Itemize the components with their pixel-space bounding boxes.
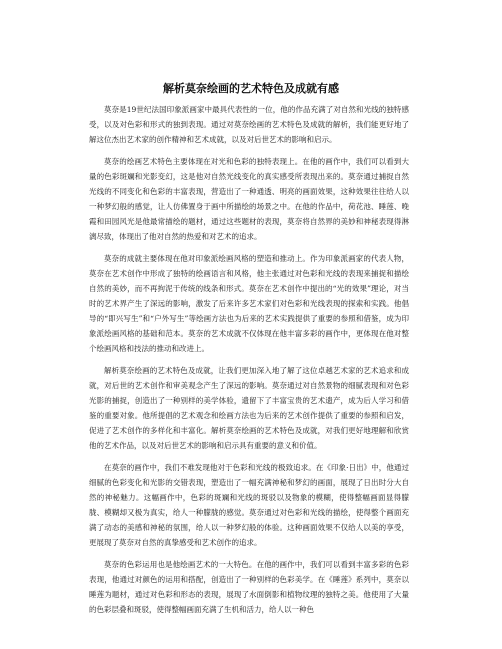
paragraph-analysis: 解析莫奈绘画的艺术特色及成就，让我们更加深入地了解了这位卓越艺术家的艺术追求和成就，对后世的艺术创作和审美观念产生了深远的影响。莫奈通过对自然景物的细腻表现和对色彩光影的捕捉，创造出了一种别样的美学体验，遗留下了丰富宝贵的艺术遗产，成为后人学习和借鉴的重要对象。他所提倡的艺术观念和绘画方法也为后来的艺术创作提供了重要的参照和启发，促进了艺术创作的多样化和丰富化。解析莫奈绘画的艺术特色及成就，对我们更好地理解和欣赏他的艺术作品，以及对后世艺术的影响和启示具有重要的意义和价值。 [89, 366, 409, 450]
paragraph-color-usage: 莫奈的色彩运用也是他绘画艺术的一大特色。在他的画作中，我们可以看到丰富多彩的色彩表现，他通过对颜色的运用和搭配，创造出了一种别样的色彩美学。在《睡莲》系列中，莫奈以睡莲为题材，通过对色彩和形态的表现，展现了水面倒影和植物纹理的独特之美。他使用了大量的色彩层叠和斑驳，使得整幅画面充满了生机和活力，给人以一种色 [89, 560, 409, 614]
paragraph-light-color: 莫奈的绘画艺术特色主要体现在对光和色彩的独特表现上。在他的画作中，我们可以看到大量的色彩斑斓和光影变幻，这是他对自然光线变化的真实感受所表现出来的。莫奈通过捕捉自然光线的不同变化和色彩的丰富表现，营造出了一种通透、明亮的画面效果，这种效果往往给人以一种梦幻般的感觉，让人仿佛置身于画中所描绘的场景之中。在他的作品中，荷花池、睡莲、晚霞和田园风光是他最常描绘的题材，通过这些题材的表现，莫奈将自然界的美妙和神秘表现得淋漓尽致，体现出了他对自然的热爱和对艺术的追求。 [89, 157, 409, 241]
paragraph-impression-sunrise: 在莫奈的画作中，我们不难发现他对于色彩和光线的极致追求。在《印象·日出》中，他通过细腻的色彩变化和光影的交错表现，塑造出了一幅充满神秘和梦幻的画面，展现了日出时分大自然的神秘魅力。这幅画作中，色彩的斑斓和光线的斑驳以及物象的模糊，使得整幅画面显得朦胧、模糊却又极为真实，给人一种朦胧的感觉。莫奈通过对色彩和光线的描绘，使得整个画面充满了动态的美感和神秘的氛围，给人以一种梦幻般的体验。这种画面效果不仅给人以美的享受，更展现了莫奈对自然的真挚感受和艺术创作的追求。 [89, 463, 409, 547]
document-title: 解析莫奈绘画的艺术特色及成就有感 [163, 82, 339, 95]
paragraph-achievement: 莫奈的成就主要体现在他对印象派绘画风格的塑造和推动上。作为印象派画家的代表人物，莫奈在艺术创作中形成了独特的绘画语言和风格，他主张通过对色彩和光线的表现来捕捉和描绘自然的美妙，而不再拘泥于传统的线条和形式。莫奈在艺术创作中提出的“光的效果”理论，对当时的艺术界产生了深远的影响，激发了后来许多艺术家们对色彩和光线表现的探索和实践。他倡导的“即兴写生”和“户外写生”等绘画方法也为后来的艺术实践提供了重要的参照和借鉴，成为印象派绘画风格的基础和范本。莫奈的艺术成就不仅体现在他丰富多彩的画作中，更体现在他对整个绘画风格和技法的推动和改进上。 [89, 254, 409, 353]
document-body [89, 102, 409, 624]
paragraph-intro: 莫奈是19世纪法国印象派画家中最具代表性的一位，他的作品充满了对自然和光线的独特感受，以及对色彩和形式的独到表现。通过对莫奈绘画的艺术特色及成就的解析，我们能更好地了解这位杰出艺术家的创作精神和艺术成就，以及对后世艺术的影响和启示。 [89, 105, 409, 144]
